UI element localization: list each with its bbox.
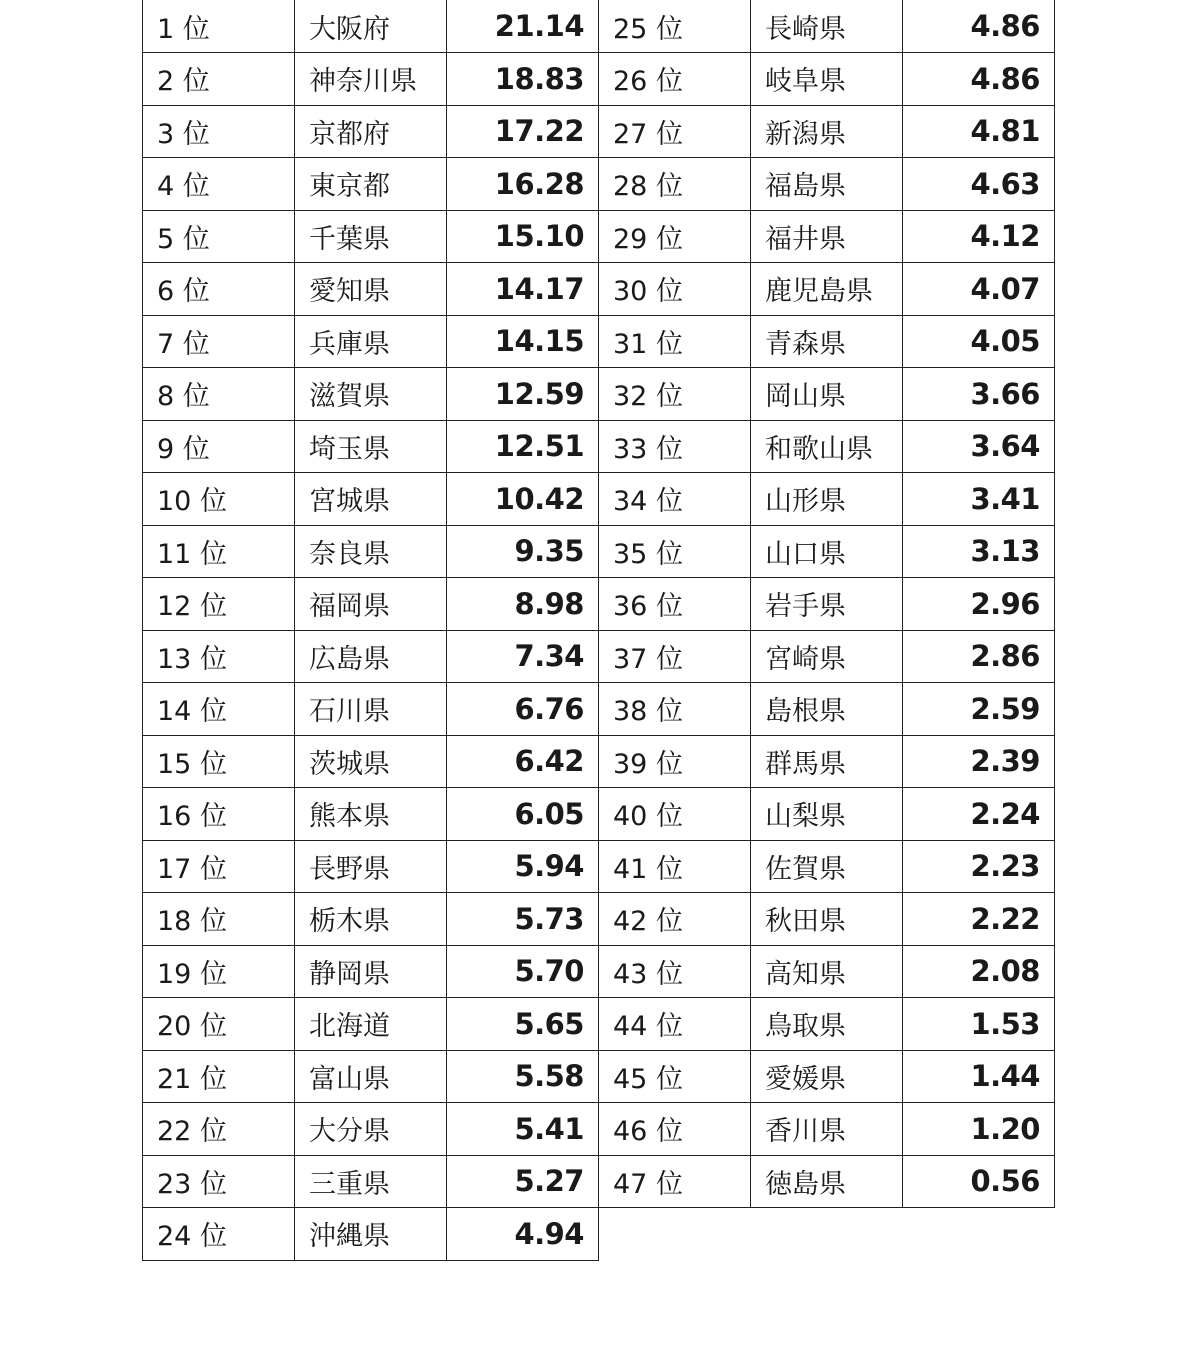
rank-cell: 20 位 [143, 998, 295, 1051]
value-cell: 18.83 [447, 53, 599, 106]
table-row [599, 578, 1055, 631]
value-cell: 12.59 [447, 368, 599, 421]
pref-cell: 東京都 [295, 158, 447, 211]
value-cell: 9.35 [447, 525, 599, 578]
ranking-table-right [598, 0, 1055, 1208]
table-row [143, 315, 599, 368]
pref-cell: 岩手県 [751, 578, 903, 631]
value-cell: 4.12 [903, 210, 1055, 263]
pref-cell: 茨城県 [295, 735, 447, 788]
value-cell: 4.63 [903, 158, 1055, 211]
rank-cell: 16 位 [143, 788, 295, 841]
value-cell: 5.70 [447, 945, 599, 998]
value-cell: 12.51 [447, 420, 599, 473]
table-row [143, 683, 599, 736]
value-cell: 5.94 [447, 840, 599, 893]
value-cell: 14.17 [447, 263, 599, 316]
rank-cell: 3 位 [143, 105, 295, 158]
pref-cell: 愛知県 [295, 263, 447, 316]
rank-cell: 44 位 [599, 998, 751, 1051]
pref-cell: 青森県 [751, 315, 903, 368]
value-cell: 2.96 [903, 578, 1055, 631]
value-cell: 6.05 [447, 788, 599, 841]
table-row [599, 473, 1055, 526]
value-cell: 3.13 [903, 525, 1055, 578]
rank-cell: 7 位 [143, 315, 295, 368]
table-row [143, 630, 599, 683]
value-cell: 4.86 [903, 0, 1055, 53]
table-row [599, 630, 1055, 683]
table-row [599, 315, 1055, 368]
table-row [599, 1155, 1055, 1208]
table-row [599, 1103, 1055, 1156]
pref-cell: 秋田県 [751, 893, 903, 946]
table-row [143, 788, 599, 841]
value-cell: 5.65 [447, 998, 599, 1051]
rank-cell: 43 位 [599, 945, 751, 998]
ranking-table-left [142, 0, 599, 1261]
value-cell: 3.66 [903, 368, 1055, 421]
value-cell: 4.81 [903, 105, 1055, 158]
table-row [143, 105, 599, 158]
pref-cell: 山形県 [751, 473, 903, 526]
rank-cell: 25 位 [599, 0, 751, 53]
table-row [143, 263, 599, 316]
rank-cell: 29 位 [599, 210, 751, 263]
rank-cell: 24 位 [143, 1208, 295, 1261]
value-cell: 2.59 [903, 683, 1055, 736]
table-row [143, 1155, 599, 1208]
rank-cell: 18 位 [143, 893, 295, 946]
pref-cell: 徳島県 [751, 1155, 903, 1208]
value-cell: 4.05 [903, 315, 1055, 368]
table-row [599, 1050, 1055, 1103]
rank-cell: 30 位 [599, 263, 751, 316]
table-row [599, 998, 1055, 1051]
pref-cell: 千葉県 [295, 210, 447, 263]
value-cell: 10.42 [447, 473, 599, 526]
table-row [599, 53, 1055, 106]
pref-cell: 高知県 [751, 945, 903, 998]
rank-cell: 33 位 [599, 420, 751, 473]
value-cell: 8.98 [447, 578, 599, 631]
value-cell: 5.73 [447, 893, 599, 946]
ranking-table-right-body [599, 0, 1055, 1208]
value-cell: 2.86 [903, 630, 1055, 683]
table-row [143, 210, 599, 263]
value-cell: 2.24 [903, 788, 1055, 841]
pref-cell: 鹿児島県 [751, 263, 903, 316]
pref-cell: 長野県 [295, 840, 447, 893]
value-cell: 3.41 [903, 473, 1055, 526]
table-row [599, 368, 1055, 421]
table-row [599, 525, 1055, 578]
table-row [599, 735, 1055, 788]
rank-cell: 41 位 [599, 840, 751, 893]
value-cell: 4.07 [903, 263, 1055, 316]
pref-cell: 石川県 [295, 683, 447, 736]
value-cell: 1.53 [903, 998, 1055, 1051]
pref-cell: 香川県 [751, 1103, 903, 1156]
rank-cell: 23 位 [143, 1155, 295, 1208]
table-row [143, 53, 599, 106]
table-row [599, 893, 1055, 946]
value-cell: 5.58 [447, 1050, 599, 1103]
pref-cell: 宮城県 [295, 473, 447, 526]
rank-cell: 27 位 [599, 105, 751, 158]
rank-cell: 19 位 [143, 945, 295, 998]
rank-cell: 46 位 [599, 1103, 751, 1156]
rank-cell: 31 位 [599, 315, 751, 368]
table-row [143, 525, 599, 578]
table-row [599, 945, 1055, 998]
rank-cell: 21 位 [143, 1050, 295, 1103]
rank-cell: 11 位 [143, 525, 295, 578]
value-cell: 5.41 [447, 1103, 599, 1156]
table-row [143, 735, 599, 788]
pref-cell: 岡山県 [751, 368, 903, 421]
value-cell: 7.34 [447, 630, 599, 683]
rank-cell: 8 位 [143, 368, 295, 421]
pref-cell: 福島県 [751, 158, 903, 211]
pref-cell: 沖縄県 [295, 1208, 447, 1261]
value-cell: 4.94 [447, 1208, 599, 1261]
pref-cell: 兵庫県 [295, 315, 447, 368]
rank-cell: 14 位 [143, 683, 295, 736]
rank-cell: 13 位 [143, 630, 295, 683]
rank-cell: 1 位 [143, 0, 295, 53]
pref-cell: 山口県 [751, 525, 903, 578]
pref-cell: 岐阜県 [751, 53, 903, 106]
pref-cell: 大阪府 [295, 0, 447, 53]
pref-cell: 佐賀県 [751, 840, 903, 893]
table-row [143, 1208, 599, 1261]
value-cell: 2.22 [903, 893, 1055, 946]
value-cell: 16.28 [447, 158, 599, 211]
value-cell: 3.64 [903, 420, 1055, 473]
table-row [599, 683, 1055, 736]
rank-cell: 35 位 [599, 525, 751, 578]
rank-cell: 2 位 [143, 53, 295, 106]
value-cell: 2.39 [903, 735, 1055, 788]
value-cell: 17.22 [447, 105, 599, 158]
rank-cell: 12 位 [143, 578, 295, 631]
table-row [143, 1103, 599, 1156]
rank-cell: 26 位 [599, 53, 751, 106]
rank-cell: 42 位 [599, 893, 751, 946]
table-row [143, 998, 599, 1051]
pref-cell: 熊本県 [295, 788, 447, 841]
rank-cell: 6 位 [143, 263, 295, 316]
pref-cell: 埼玉県 [295, 420, 447, 473]
pref-cell: 大分県 [295, 1103, 447, 1156]
value-cell: 14.15 [447, 315, 599, 368]
rank-cell: 15 位 [143, 735, 295, 788]
pref-cell: 福井県 [751, 210, 903, 263]
rank-cell: 36 位 [599, 578, 751, 631]
rank-cell: 40 位 [599, 788, 751, 841]
table-row [599, 840, 1055, 893]
rank-cell: 17 位 [143, 840, 295, 893]
value-cell: 0.56 [903, 1155, 1055, 1208]
table-row [143, 158, 599, 211]
pref-cell: 新潟県 [751, 105, 903, 158]
table-row [599, 0, 1055, 53]
value-cell: 1.44 [903, 1050, 1055, 1103]
pref-cell: 広島県 [295, 630, 447, 683]
pref-cell: 福岡県 [295, 578, 447, 631]
value-cell: 21.14 [447, 0, 599, 53]
table-row [143, 420, 599, 473]
rank-cell: 34 位 [599, 473, 751, 526]
rank-cell: 10 位 [143, 473, 295, 526]
value-cell: 15.10 [447, 210, 599, 263]
pref-cell: 山梨県 [751, 788, 903, 841]
rank-cell: 37 位 [599, 630, 751, 683]
table-row [599, 105, 1055, 158]
table-row [143, 840, 599, 893]
value-cell: 1.20 [903, 1103, 1055, 1156]
pref-cell: 富山県 [295, 1050, 447, 1103]
pref-cell: 鳥取県 [751, 998, 903, 1051]
rank-cell: 39 位 [599, 735, 751, 788]
table-row [143, 368, 599, 421]
value-cell: 5.27 [447, 1155, 599, 1208]
table-row [599, 210, 1055, 263]
table-row [599, 788, 1055, 841]
rank-cell: 45 位 [599, 1050, 751, 1103]
table-row [143, 1050, 599, 1103]
pref-cell: 北海道 [295, 998, 447, 1051]
value-cell: 4.86 [903, 53, 1055, 106]
pref-cell: 滋賀県 [295, 368, 447, 421]
pref-cell: 栃木県 [295, 893, 447, 946]
table-row [143, 945, 599, 998]
rank-cell: 28 位 [599, 158, 751, 211]
value-cell: 2.08 [903, 945, 1055, 998]
pref-cell: 宮崎県 [751, 630, 903, 683]
rank-cell: 9 位 [143, 420, 295, 473]
rank-cell: 5 位 [143, 210, 295, 263]
pref-cell: 京都府 [295, 105, 447, 158]
pref-cell: 長崎県 [751, 0, 903, 53]
pref-cell: 神奈川県 [295, 53, 447, 106]
table-row [599, 158, 1055, 211]
rank-cell: 38 位 [599, 683, 751, 736]
table-row [143, 578, 599, 631]
table-row [143, 473, 599, 526]
pref-cell: 愛媛県 [751, 1050, 903, 1103]
value-cell: 2.23 [903, 840, 1055, 893]
table-row [143, 0, 599, 53]
value-cell: 6.76 [447, 683, 599, 736]
value-cell: 6.42 [447, 735, 599, 788]
pref-cell: 三重県 [295, 1155, 447, 1208]
pref-cell: 静岡県 [295, 945, 447, 998]
pref-cell: 群馬県 [751, 735, 903, 788]
pref-cell: 島根県 [751, 683, 903, 736]
table-row [143, 893, 599, 946]
rank-cell: 32 位 [599, 368, 751, 421]
pref-cell: 奈良県 [295, 525, 447, 578]
pref-cell: 和歌山県 [751, 420, 903, 473]
rank-cell: 47 位 [599, 1155, 751, 1208]
ranking-table-left-body [143, 0, 599, 1260]
rank-cell: 22 位 [143, 1103, 295, 1156]
table-row [599, 263, 1055, 316]
table-row [599, 420, 1055, 473]
rank-cell: 4 位 [143, 158, 295, 211]
